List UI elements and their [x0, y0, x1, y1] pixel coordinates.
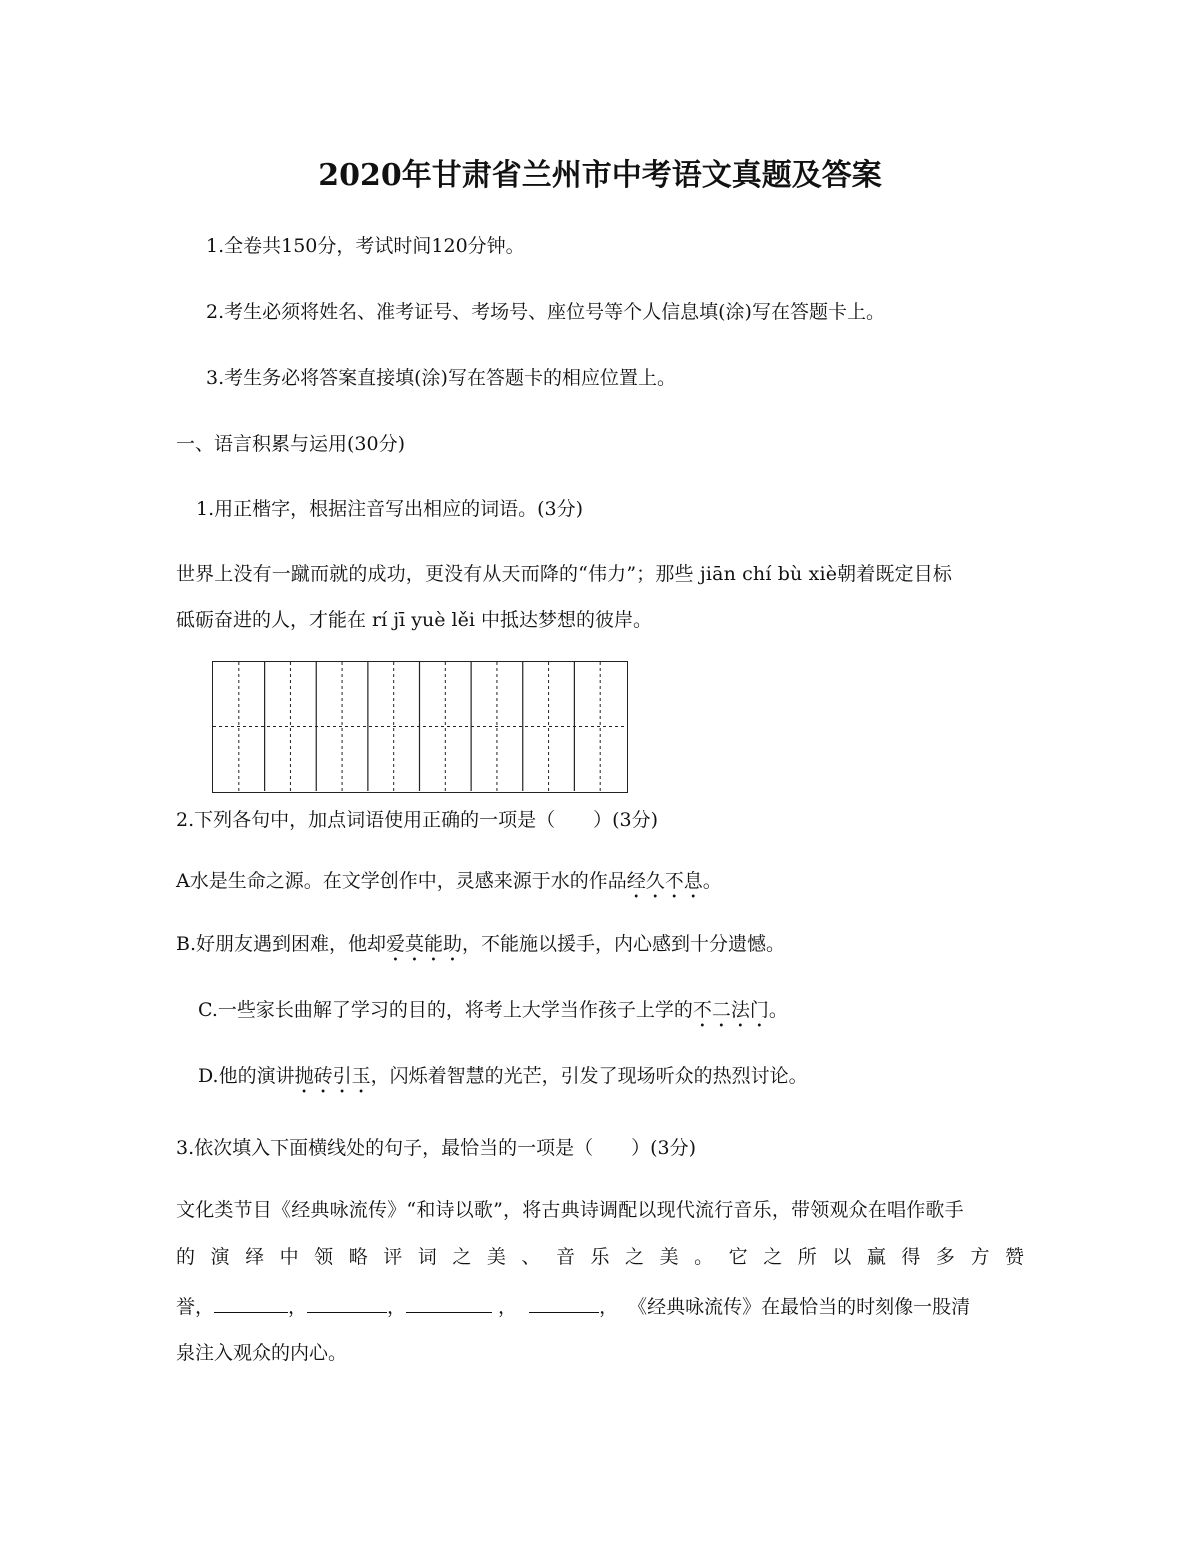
answer-grid[interactable] [212, 661, 628, 793]
q3-prompt: 3.依次填入下面横线处的句子，最恰当的一项是（ ）(3分) [176, 1137, 697, 1159]
q3-sep-2: ， [387, 1296, 407, 1318]
q2-option-a [176, 869, 722, 903]
note-2: 2.考生必须将姓名、准考证号、考场号、座位号等个人信息填(涂)写在答题卡上。 [206, 301, 885, 323]
option-c-pre: C.一些家长曲解了学习的目的，将考上大学当作孩子上学的 [198, 999, 693, 1021]
option-a-marked-term: 经久不息 [626, 870, 703, 892]
q3-text-line-3 [176, 1294, 970, 1319]
option-b-post: ，不能施以援手，内心感到十分遗憾。 [462, 933, 786, 955]
section-heading: 一、语言积累与运用(30分) [176, 433, 406, 455]
q2-prompt: 2.下列各句中，加点词语使用正确的一项是（ ）(3分) [176, 809, 659, 831]
q3-sep-3: ， [498, 1296, 518, 1318]
q2-option-c [198, 998, 788, 1032]
note-1: 1.全卷共150分，考试时间120分钟。 [206, 235, 525, 257]
q1-prompt: 1.用正楷字，根据注音写出相应的词语。(3分) [196, 498, 584, 520]
option-c-post: 。 [768, 999, 788, 1021]
q3-text-line-2: 的演绎中领略评词之美、音乐之美。它之所以赢得多方赞 [176, 1246, 1024, 1268]
option-d-marked-term: 抛砖引玉 [294, 1065, 371, 1087]
page-title: 2020年甘肃省兰州市中考语文真题及答案 [318, 158, 882, 193]
option-d-pre: D.他的演讲 [198, 1065, 295, 1087]
q3-sep-1: ， [288, 1296, 308, 1318]
blank-3[interactable] [406, 1294, 492, 1313]
q2-option-d [198, 1064, 808, 1098]
q3-text-line-4: 泉注入观众的内心。 [176, 1342, 348, 1364]
blank-4[interactable] [529, 1294, 599, 1313]
q1-text-line-1: 世界上没有一蹴而就的成功，更没有从天而降的“伟力”；那些 jiān chí bù xiè朝着既定目标 [176, 563, 953, 585]
q3-text-line-1: 文化类节目《经典咏流传》“和诗以歌”，将古典诗调配以现代流行音乐，带领观众在唱作歌手 [176, 1199, 964, 1221]
option-a-pre: A水是生命之源。在文学创作中，灵感来源于水的作品 [176, 870, 627, 892]
note-3: 3.考生务必将答案直接填(涂)写在答题卡的相应位置上。 [206, 367, 676, 389]
q1-text-line-2: 砥砺奋进的人，才能在 rí jī yuè lěi 中抵达梦想的彼岸。 [176, 609, 652, 631]
option-b-marked-term: 爱莫能助 [386, 933, 463, 955]
q3-line3-start: 誉， [176, 1296, 215, 1318]
option-d-post: ，闪烁着智慧的光芒，引发了现场听众的热烈讨论。 [370, 1065, 808, 1087]
answer-grid-lines [213, 662, 626, 791]
option-a-post: 。 [702, 870, 722, 892]
option-b-pre: B.好朋友遇到困难，他却 [176, 933, 387, 955]
option-c-marked-term: 不二法门 [692, 999, 769, 1021]
q3-line3-end: 《经典咏流传》在最恰当的时刻像一股清 [628, 1296, 971, 1318]
blank-2[interactable] [307, 1294, 387, 1313]
blank-1[interactable] [214, 1294, 288, 1313]
q3-sep-4: ， [599, 1296, 619, 1318]
q2-option-b [176, 932, 785, 966]
